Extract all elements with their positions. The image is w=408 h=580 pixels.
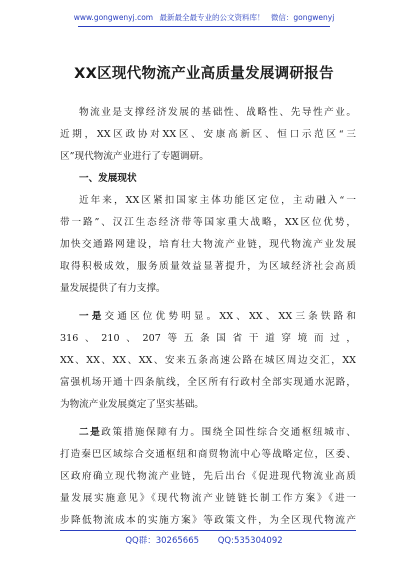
paragraph-lead: 二是 [79, 427, 102, 438]
paragraph-line: 量发展实施意见》《现代物流产业链链长制工作方案》《进一 [60, 493, 356, 504]
paragraph-line: 富强机场开通十四条航线，全区所有行政村全部实现通水泥路， [60, 377, 356, 388]
paragraph-line [60, 422, 356, 444]
header-slogan: 最新最全最专业的公文资料库！ [159, 13, 265, 22]
footer-qq: QQ:535304092 [217, 536, 283, 546]
header-wechat: 微信：gongwenyj [270, 13, 335, 22]
page-header [0, 12, 408, 23]
footer-qq-group: QQ群：30265665 [125, 536, 200, 546]
document-title: XX区现代物流产业高质量发展调研报告 [74, 66, 334, 82]
intro-line: 物流业是支撑经济发展的基础性、战略性、先导性产业。 [79, 107, 356, 118]
paragraph-line: 加快交通路网建设，培育壮大物流产业链，现代物流产业发展 [60, 239, 356, 250]
intro-line: 近期，XX区政协对XX区、安康高新区、恒口示范区“三 [60, 129, 356, 140]
footer-divider [60, 530, 356, 531]
paragraph-text: 政策措施保障有力。围绕全国性综合交通枢纽城市、 [101, 427, 357, 438]
page-footer [0, 534, 408, 546]
document-body [60, 102, 356, 532]
section-heading: 一、发展现状 [79, 173, 137, 184]
paragraph-text: 交通区位优势明显。XX、XX、XX三条铁路和 [104, 311, 357, 322]
paragraph-line: 取得积极成效，服务质量效益显著提升，为区域经济社会高质 [60, 261, 356, 272]
intro-line: 区”现代物流产业进行了专题调研。 [60, 151, 209, 162]
paragraph-line: 区政府确立现代物流产业链，先后出台《促进现代物流业高质 [60, 471, 356, 482]
paragraph-lead: 一是 [79, 311, 105, 322]
paragraph-line: 量发展提供了有力支撑。 [60, 283, 166, 294]
paragraph-line: XX、XX、XX、XX、安来五条高速公路在城区周边交汇，XX [60, 355, 356, 366]
paragraph-line: 近年来，XX区紧扣国家主体功能区定位，主动融入“一 [79, 195, 356, 206]
paragraph-line: 316、210、207等五条国省干道穿境而过， [60, 333, 356, 344]
paragraph-line: 带一路”、汉江生态经济带等国家重大战略，XX区位优势， [60, 217, 356, 228]
paragraph-line: 为物流产业发展奠定了坚实基础。 [60, 399, 204, 410]
paragraph-line [60, 306, 356, 328]
paragraph-line: 打造秦巴区域综合交通枢纽和商贸物流中心等战略定位，区委、 [60, 449, 356, 460]
header-website[interactable]: www.gongwenyj.com [73, 13, 154, 22]
header-divider [78, 26, 330, 27]
paragraph-line: 步降低物流成本的实施方案》等政策文件，为全区现代物流产 [60, 515, 356, 526]
